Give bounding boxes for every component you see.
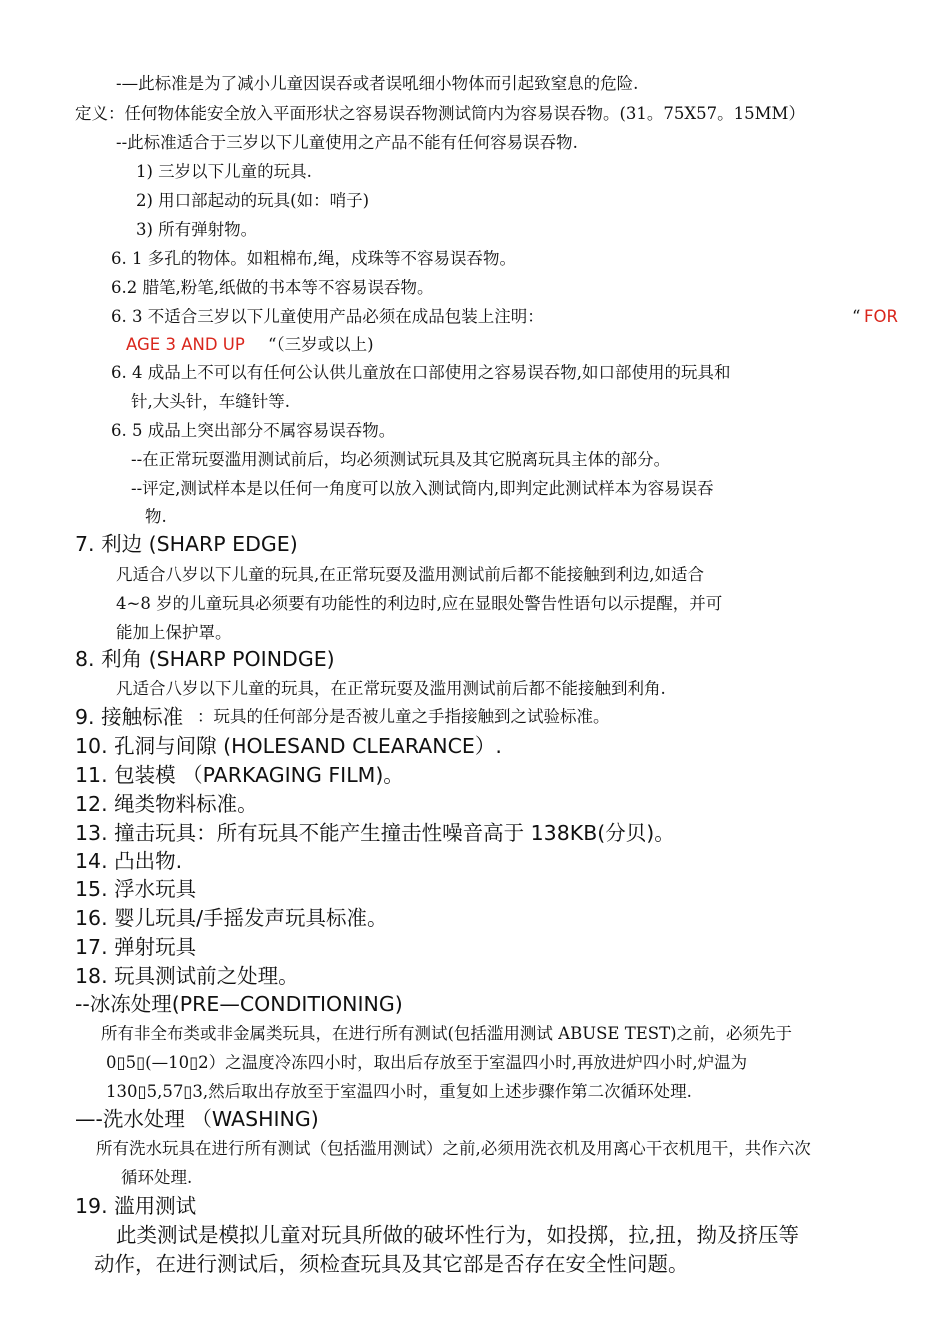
scope-line: --此标准适合于三岁以下儿童使用之产品不能有任何容易误吞物. (116, 133, 578, 152)
clause-6-1: 6. 1 多孔的物体。如粗棉布,绳，戍珠等不容易误吞物。 (111, 249, 516, 268)
note-line-2-cont: 物. (145, 507, 167, 526)
section-16-heading: 16. 婴儿玩具/手摇发声玩具标准。 (75, 906, 388, 930)
freezing-text-1: 所有非全布类或非金属类玩具，在进行所有测试(包括滥用测试 ABUSE TEST)之前，必须先于 (101, 1024, 793, 1043)
section-11-heading: 11. 包装模 （PARKAGING FILM)。 (75, 763, 404, 787)
freezing-text-3: 130▯5,57▯3,然后取出存放至于室温四小时，重复如上述步骤作第二次循环处理. (106, 1082, 692, 1101)
section-7-text-1: 凡适合八岁以下儿童的玩具,在正常玩耍及滥用测试前后都不能接触到利边,如适合 (116, 565, 704, 584)
freezing-heading: --冰冻处理(PRE—CONDITIONING) (75, 992, 403, 1016)
freezing-text-2: 0▯5▯(—10▯2）之温度冷冻四小时，取出后存放至于室温四小时,再放进炉四小时,炉温为 (106, 1053, 748, 1072)
clause-6-2: 6.2 腊笔,粉笔,纸做的书本等不容易误吞物。 (111, 278, 434, 297)
washing-heading: —-洗水处理 （WASHING) (75, 1107, 319, 1131)
clause-6-4-cont: 针,大头针，车缝针等. (131, 392, 290, 411)
clause-6-5: 6. 5 成品上突出部分不属容易误吞物。 (111, 421, 396, 440)
section-15-heading: 15. 浮水玩具 (75, 877, 197, 901)
section-14-heading: 14. 凸出物. (75, 849, 183, 873)
section-8-text: 凡适合八岁以下儿童的玩具，在正常玩耍及滥用测试前后都不能接触到利角. (116, 679, 666, 698)
section-7-text-2: 4~8 岁的儿童玩具必须要有功能性的利边时,应在显眼处警告性语句以示提醒，并可 (116, 594, 723, 613)
list-item-2: 2) 用口部起动的玩具(如：哨子) (136, 191, 370, 210)
definition-line: 定义：任何物体能安全放入平面形状之容易误吞物测试筒内为容易误吞物。(31。75X57。15MM） (75, 104, 805, 123)
note-line-1: --在正常玩耍滥用测试前后，均必须测试玩具及其它脱离玩具主体的部分。 (131, 450, 671, 469)
note-line-2: --评定,测试样本是以任何一角度可以放入测试筒内,即判定此测试样本为容易误吞 (131, 479, 714, 498)
section-9-heading: 9. 接触标准 (75, 705, 184, 729)
section-17-heading: 17. 弹射玩具 (75, 935, 197, 959)
list-item-1: 1) 三岁以下儿童的玩具. (136, 162, 312, 181)
clause-6-4: 6. 4 成品上不可以有任何公认供儿童放在口部使用之容易误吞物,如口部使用的玩具和 (111, 363, 731, 382)
section-19-text-1: 此类测试是模拟儿童对玩具所做的破坏性行为，如投掷，拉,扭，拗及挤压等 (116, 1223, 800, 1247)
list-item-3: 3) 所有弹射物。 (136, 220, 258, 239)
section-8-heading: 8. 利角 (SHARP POINDGE) (75, 647, 335, 671)
section-7-heading: 7. 利边 (SHARP EDGE) (75, 532, 298, 556)
section-19-heading: 19. 滥用测试 (75, 1194, 197, 1218)
washing-text-2: 循环处理. (121, 1168, 193, 1187)
warning-text-open-quote: “ (852, 307, 861, 326)
intro-line: -—此标准是为了减小儿童因误吞或者误吼细小物体而引起致窒息的危险. (116, 74, 639, 93)
section-19-text-2: 动作，在进行测试后，须检查玩具及其它部是否存在安全性问题。 (94, 1252, 689, 1276)
clause-6-3: 6. 3 不适合三岁以下儿童使用产品必须在成品包装上注明： (111, 307, 544, 326)
section-12-heading: 12. 绳类物料标准。 (75, 792, 258, 816)
warning-text-for: FOR (864, 307, 898, 326)
section-18-heading: 18. 玩具测试前之处理。 (75, 964, 299, 988)
section-9-text: ：玩具的任何部分是否被儿童之手指接触到之试验标准。 (197, 707, 610, 726)
section-7-text-3: 能加上保护罩。 (116, 623, 232, 642)
section-10-heading: 10. 孔洞与间隙 (HOLESAND CLEARANCE）. (75, 734, 502, 758)
washing-text-1: 所有洗水玩具在进行所有测试（包括滥用测试）之前,必须用洗衣机及用离心干衣机甩干，共作六次 (96, 1139, 811, 1158)
section-13-heading: 13. 撞击玩具：所有玩具不能产生撞击性噪音高于 138KB(分贝)。 (75, 821, 675, 845)
warning-text-translation: “（三岁或以上) (268, 335, 374, 354)
warning-text-age: AGE 3 AND UP (126, 335, 245, 354)
